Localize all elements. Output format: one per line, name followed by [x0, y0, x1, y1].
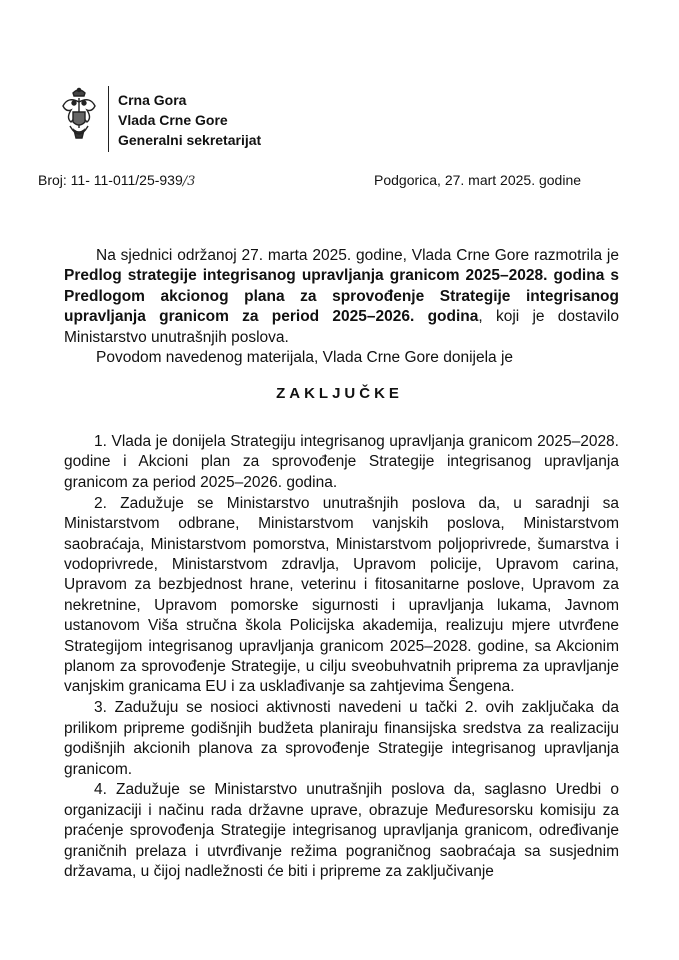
- reference-handwritten-suffix: /3: [182, 174, 196, 189]
- country-name: Crna Gora: [118, 92, 187, 108]
- header-divider: [108, 86, 109, 152]
- conclusion-item: 4. Zadužuje se Ministarstvo unutrašnjih poslova da, saglasno Uredbi o organizaciji i načinu rada državne uprave, obrazuje Međuresorsku komisiju za praćenje sprovođenja Strategije integrisanog upravljanja granicom, određivanje graničnih prelaza i utvrđivanje režima pograničnog saobraćaja sa susjednim državama, u čijoj nadležnosti će biti i pripreme za zaključivanje: [64, 781, 619, 881]
- secretariat-name: Generalni sekretarijat: [118, 132, 262, 148]
- document-date: Podgorica, 27. mart 2025. godine: [374, 172, 582, 188]
- conclusion-item: 3. Zadužuju se nosioci aktivnosti navedeni u tački 2. ovih zaključaka da prilikom pripreme godišnjih budžeta planiraju finansijska sredstva za realizaciju godišnjih akcionih planova za sprovođenje Strategije integrisanog upravljanja granicom.: [64, 699, 619, 778]
- government-name: Vlada Crne Gore: [118, 112, 228, 128]
- intro-text-end: , koji je dostavilo Ministarstvo unutrašnjih poslova.: [64, 308, 619, 346]
- conclusion-item: 1. Vlada je donijela Strategiju integrisanog upravljanja granicom 2025–2028. godine i Akcioni plan za sprovođenje Strategije integrisanog upravljanja granicom za period 2025–2026. godina.: [64, 433, 619, 491]
- coat-of-arms-icon: [60, 86, 98, 146]
- conclusions-heading: ZAKLJUČKE: [276, 385, 403, 402]
- document-subject: Predlog strategije integrisanog upravljanja granicom 2025–2028. godina s Predlogom akcionog plana za sprovođenje Strategije integrisanog upravljanja granicom za period 2025–2026. godina: [64, 267, 619, 326]
- reference-number: [38, 172, 195, 189]
- conclusion-item: 2. Zadužuje se Ministarstvo unutrašnjih poslova da, u saradnji sa Ministarstvom odbrane, Ministarstvom vanjskih poslova, Ministarstvom saobraćaja, Ministarstvom pomorstva, Ministarstvom poljoprivrede, šumarstva i vodoprivrede, Ministarstvom zdravlja, Upravom policije, Upravom carina, Upravom za bezbjednost hrane, veterinu i fitosanitarne poslove, Upravom za nekretnine, Upravom pomorske sigurnosti i upravljanja lukama, Javnom ustanovom Viša stručna škola Policijska akademija, realizuju mjere utvrđene Strategijom integrisanog upravljanja granicom 2025–2028. godine, sa Akcionim planom za sprovođenje Strategije, u cilju sveobuhvatnih priprema za upravljanje vanjskim granicama EU i za usklađivanje sa zahtjevima Šengena.: [64, 494, 619, 696]
- intro-section: [64, 246, 619, 368]
- decision-paragraph: Povodom navedenog materijala, Vlada Crne Gore donijela je: [96, 349, 514, 367]
- intro-paragraph: [64, 246, 619, 348]
- intro-text-start: Na sjednici održanoj 27. marta 2025. godine, Vlada Crne Gore razmotrila je: [96, 247, 619, 264]
- conclusions-list: [64, 432, 619, 883]
- reference-number-text: Broj: 11- 11-011/25-939: [38, 172, 183, 188]
- organization-name: [118, 90, 261, 150]
